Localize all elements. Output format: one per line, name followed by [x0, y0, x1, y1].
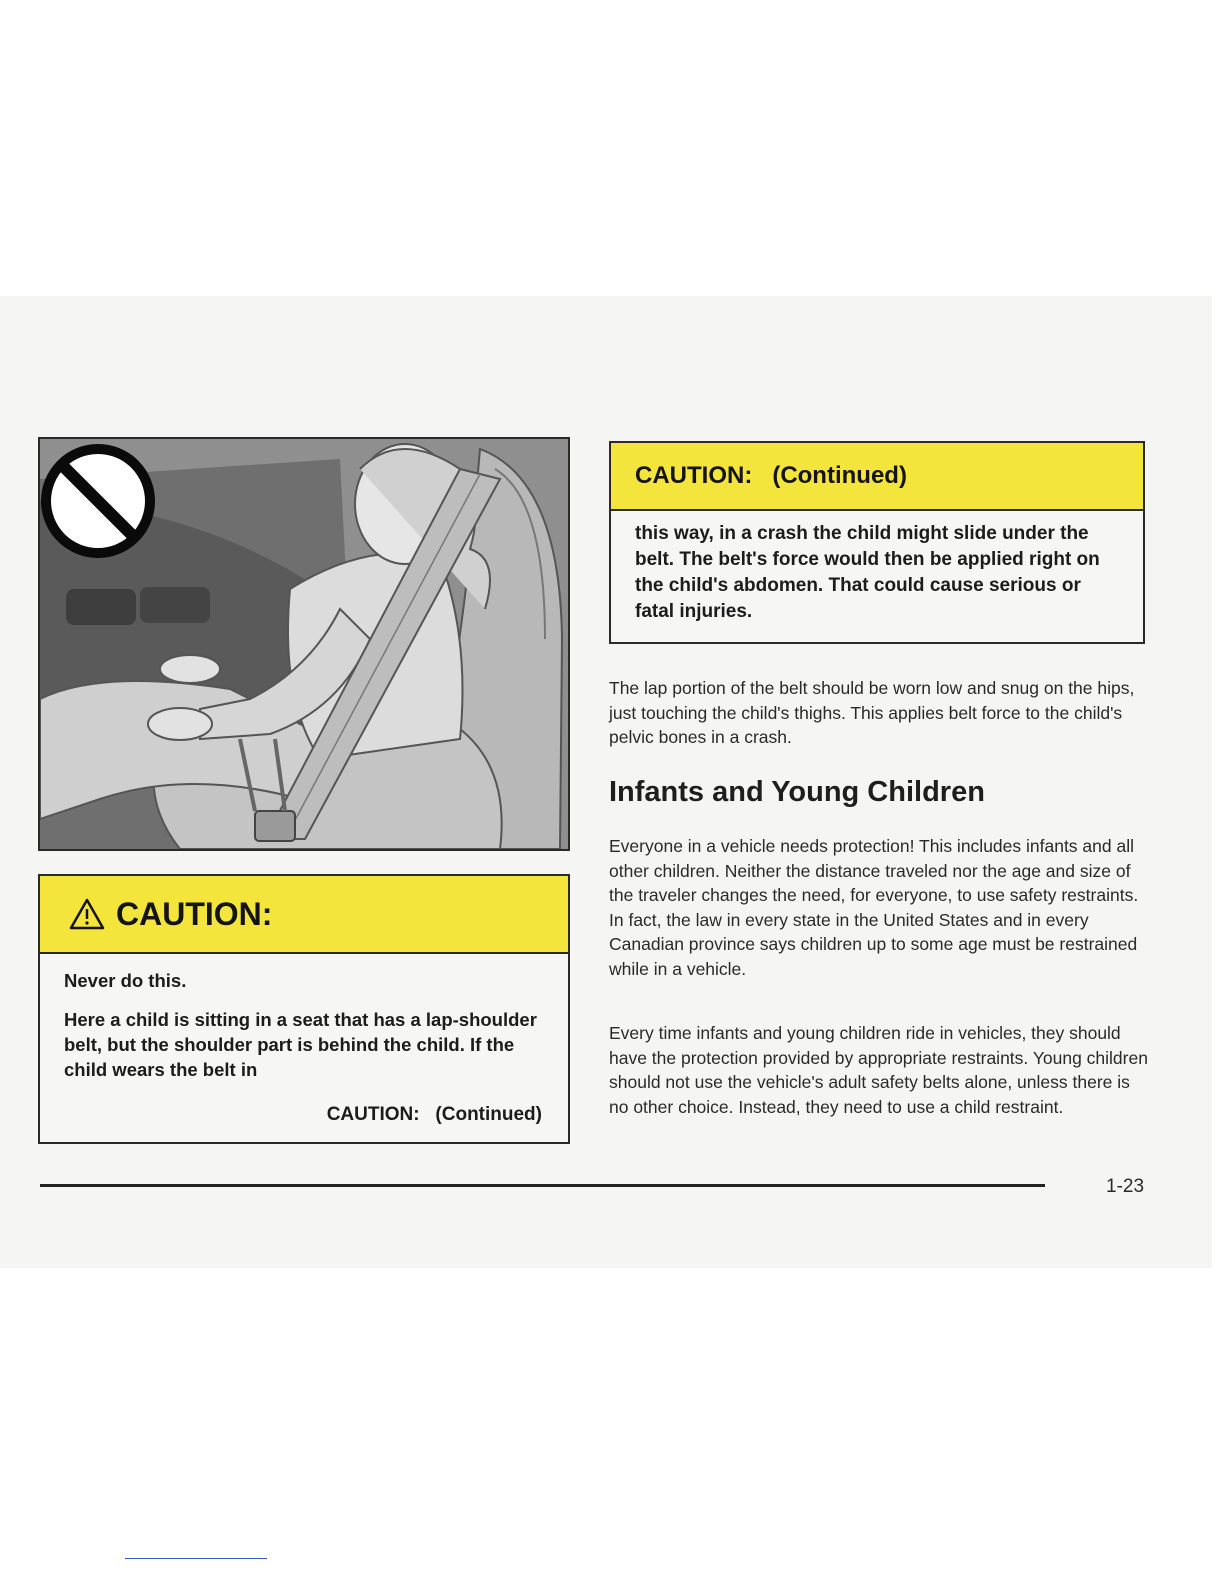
- caution-header-continued: [611, 443, 1143, 511]
- illustration-drawing: [40, 439, 568, 849]
- bottom-link-underline: [125, 1558, 267, 1559]
- footer-divider: [40, 1184, 1045, 1187]
- caution-header: [40, 876, 568, 954]
- warning-triangle-icon: [68, 897, 106, 931]
- caution-box-left: [38, 874, 570, 1144]
- prohibition-icon: [46, 449, 150, 553]
- caution-heading: CAUTION:: [116, 895, 273, 932]
- page-number: 1-23: [1106, 1176, 1145, 1197]
- section-title: Infants and Young Children: [609, 776, 985, 808]
- caution-line-description: Here a child is sitting in a seat that has a lap-shoulder belt, but the shoulder part is behind the child. If the child wears the belt in: [64, 1009, 537, 1080]
- caution-continued-heading: CAUTION: (Continued): [635, 462, 907, 489]
- caution-body-left: [40, 954, 568, 1082]
- section-paragraph: Every time infants and young children ride in vehicles, they should have the protection provided by appropriate restraints. Young children should not use the vehicle's adult safety belts alone, unless there is no other choice. Instead, they need to use a child restraint.: [609, 1023, 1148, 1117]
- section-paragraph: Everyone in a vehicle needs protection! This includes infants and all other children. Neither the distance traveled nor the age and size of the traveler changes the need, for everyone, to use safety restraints. In fact, the law in every state in the United States and in every Canadian province says children up to some age must be restrained while in a vehicle.: [609, 836, 1139, 979]
- caution-continued-text: this way, in a crash the child might slide under the belt. The belt's force would then be applied right on the child's abdomen. That could cause serious or fatal injuries.: [635, 523, 1100, 622]
- caution-body-right: [611, 511, 1143, 625]
- caution-box-right: [609, 441, 1145, 644]
- lap-belt-paragraph: The lap portion of the belt should be worn low and snug on the hips, just touching the child's thighs. This applies belt force to the child's pelvic bones in a crash.: [609, 678, 1135, 747]
- caution-continued-label: CAUTION: (Continued): [326, 1104, 542, 1125]
- caution-line-never: Never do this.: [64, 970, 187, 991]
- child-seatbelt-illustration: [38, 437, 570, 851]
